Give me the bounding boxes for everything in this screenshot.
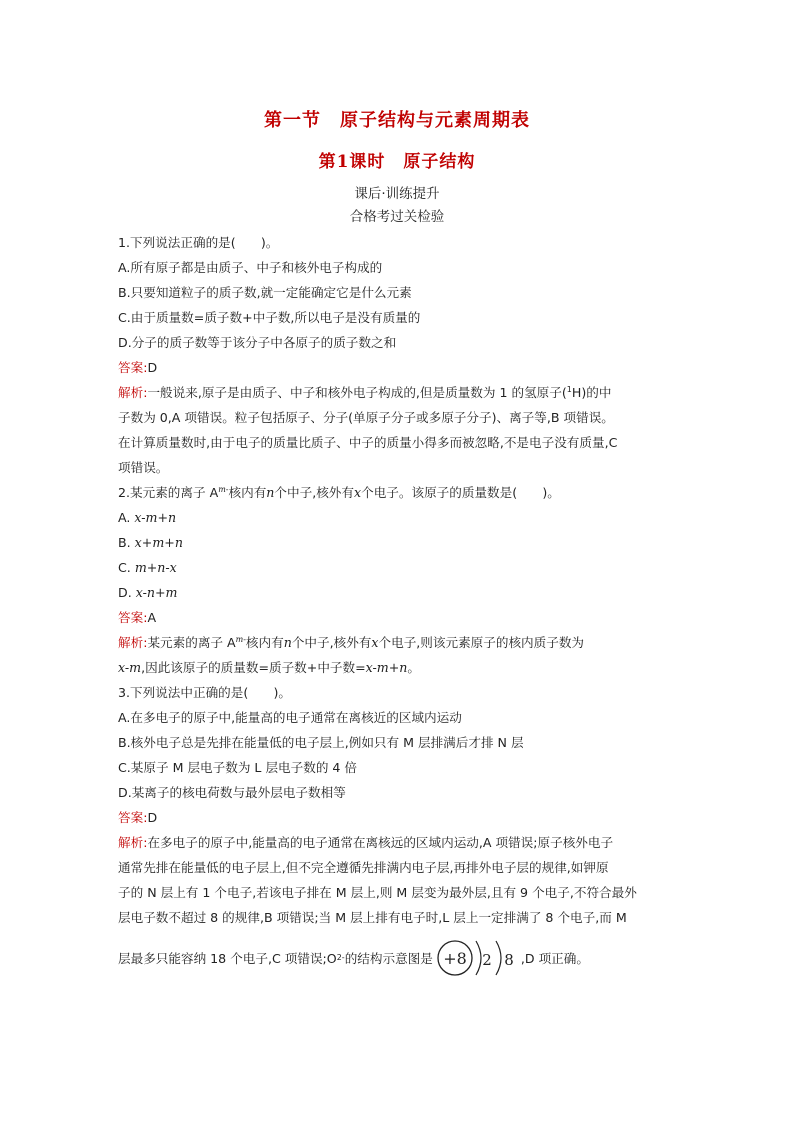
content-body (118, 230, 678, 986)
q2-analysis-text: 某元素的离子 A (147, 635, 236, 650)
q3-answer (118, 805, 678, 830)
q3-analysis-line-5: 层最多只能容纳 18 个电子,C 项错误;O 2- 的结构示意图是 +8 2 8 ,D 项正确。 (118, 930, 678, 986)
analysis-label: 解析: (118, 385, 148, 400)
answer-label: 答案: (118, 610, 148, 625)
q3-analysis-text: ,D 项正确。 (520, 950, 589, 966)
q3-option-a: A.在多电子的原子中,能量高的电子通常在离核近的区域内运动 (118, 710, 462, 725)
q2-option-a (118, 505, 678, 530)
q1-answer (118, 355, 678, 380)
q3-analysis-line-3: 子的 N 层上有 1 个电子,若该电子排在 M 层上,则 M 层变为最外层,且有 9 个电子,不符合最外 (118, 885, 637, 900)
q2-stem (118, 480, 678, 505)
q3-analysis-line-2: 通常先排在能量低的电子层上,但不完全遵循先排满内电子层,再排外电子层的规律,如钾原 (118, 860, 609, 875)
electron-shell-arc-1 (476, 941, 481, 975)
q1-analysis-line-4: 项错误。 (118, 460, 169, 475)
q3-answer-value: D (147, 810, 158, 825)
q2-stem-text: 2.某元素的离子 A (118, 485, 219, 500)
q3-analysis-text: 层最多只能容纳 18 个电子,C 项错误;O (118, 950, 337, 966)
q1-analysis-line-3: 在计算质量数时,由于电子的质量比质子、中子的质量小得多而被忽略,不是电子没有质量,C (118, 435, 618, 450)
q3-stem: 3.下列说法中正确的是( )。 (118, 685, 291, 700)
q3-analysis-line-1 (118, 830, 678, 855)
q2-analysis-text: 核内有 (245, 635, 284, 650)
option-prefix: B. (118, 535, 131, 550)
q3-option-c: C.某原子 M 层电子数为 L 层电子数的 4 倍 (118, 760, 358, 775)
q2-option-c (118, 555, 678, 580)
q2-stem-text: 个中子,核外有 (274, 485, 354, 500)
q3-option-d: D.某离子的核电荷数与最外层电子数相等 (118, 785, 346, 800)
option-expr: x-n+m (135, 585, 178, 600)
q3-analysis-line-4: 层电子数不超过 8 的规律,B 项错误;当 M 层上排有电子时,L 层上一定排满了 8 个电子,而 M (118, 910, 627, 925)
q2-analysis-line-2 (118, 655, 678, 680)
mass-number-sup: 1 (566, 384, 572, 394)
expr: x-m+n (365, 660, 408, 675)
q2-analysis-text: 个电子,则该元素原子的核内质子数为 (378, 635, 585, 650)
section-heading: 课后·训练提升 (354, 186, 440, 202)
option-prefix: D. (118, 585, 132, 600)
ion-charge-sup: m- (218, 484, 229, 494)
q2-answer-value: A (147, 610, 157, 625)
option-expr: m+n-x (134, 560, 177, 575)
q2-analysis-text: 。 (407, 660, 421, 675)
option-expr: x-m+n (134, 510, 177, 525)
oxygen-ion-structure-diagram (435, 935, 519, 981)
q1-option-d: D.分子的质子数等于该分子中各原子的质子数之和 (118, 335, 397, 350)
ion-charge-sup: m- (235, 634, 246, 644)
q1-stem: 1.下列说法正确的是( )。 (118, 235, 279, 250)
q1-option-c: C.由于质量数=质子数+中子数,所以电子是没有质量的 (118, 310, 421, 325)
var-x: x (353, 485, 362, 500)
q2-stem-text: 个电子。该原子的质量数是( )。 (361, 485, 560, 500)
nucleus-charge: +8 (443, 949, 467, 968)
q2-option-d (118, 580, 678, 605)
var-n: n (283, 635, 292, 650)
option-expr: x+m+n (134, 535, 183, 550)
answer-label: 答案: (118, 360, 148, 375)
subsection-heading: 合格考过关检验 (349, 209, 445, 225)
shell-2-electrons: 8 (504, 951, 514, 969)
option-prefix: A. (118, 510, 131, 525)
q2-analysis-line-1 (118, 630, 678, 655)
q1-option-a: A.所有原子都是由质子、中子和核外电子构成的 (118, 260, 383, 275)
answer-label: 答案: (118, 810, 148, 825)
q1-option-b: B.只要知道粒子的质子数,就一定能确定它是什么元素 (118, 285, 412, 300)
q2-analysis-text: ,因此该原子的质量数=质子数+中子数= (141, 660, 366, 675)
q1-analysis-line-1 (118, 380, 678, 405)
option-prefix: C. (118, 560, 131, 575)
q2-answer (118, 605, 678, 630)
q3-analysis-text: 在多电子的原子中,能量高的电子通常在离核远的区域内运动,A 项错误;原子核外电子 (147, 835, 614, 850)
var-x: x (371, 635, 379, 650)
q1-analysis-line-2: 子数为 0,A 项错误。粒子包括原子、分子(单原子分子或多原子分子)、离子等,B 项错误。 (118, 410, 614, 425)
q2-option-b (118, 530, 678, 555)
shell-1-electrons: 2 (482, 951, 492, 969)
q2-analysis-text: 个中子,核外有 (291, 635, 372, 650)
expr: x-m (118, 660, 142, 675)
q3-option-b: B.核外电子总是先排在能量低的电子层上,例如只有 M 层排满后才排 N 层 (118, 735, 524, 750)
var-n: n (266, 485, 275, 500)
q3-analysis-text: 的结构示意图是 (344, 950, 433, 966)
page-subtitle: 第1课时 原子结构 (318, 152, 476, 172)
analysis-label: 解析: (118, 635, 148, 650)
page-title: 第一节 原子结构与元素周期表 (264, 110, 530, 131)
q2-stem-text: 核内有 (228, 485, 267, 500)
q1-analysis-text: 一般说来,原子是由质子、中子和核外电子构成的,但是质量数为 1 的氢原子( (147, 385, 567, 400)
q1-analysis-text: H)的中 (571, 385, 612, 400)
q1-answer-value: D (147, 360, 158, 375)
electron-shell-arc-2 (496, 941, 501, 975)
analysis-label: 解析: (118, 835, 148, 850)
